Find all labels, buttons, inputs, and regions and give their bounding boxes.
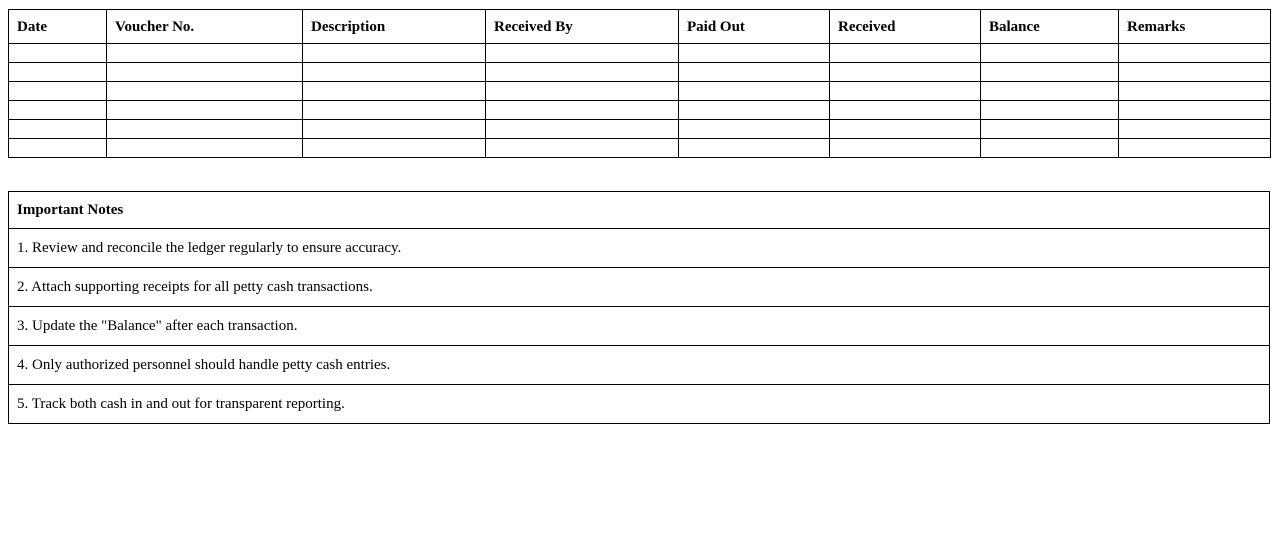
cell-paid-out[interactable] (679, 120, 830, 139)
cell-description[interactable] (303, 82, 486, 101)
cell-paid-out[interactable] (679, 139, 830, 158)
cell-date[interactable] (9, 101, 107, 120)
cell-balance[interactable] (981, 44, 1119, 63)
cell-received-by[interactable] (486, 63, 679, 82)
cell-paid-out[interactable] (679, 82, 830, 101)
table-row[interactable] (9, 139, 1271, 158)
column-header-balance: Balance (981, 10, 1119, 44)
cell-received[interactable] (830, 82, 981, 101)
column-header-voucher-no: Voucher No. (107, 10, 303, 44)
cell-date[interactable] (9, 120, 107, 139)
cell-date[interactable] (9, 139, 107, 158)
ledger-body (9, 44, 1271, 158)
cell-date[interactable] (9, 44, 107, 63)
column-header-remarks: Remarks (1119, 10, 1271, 44)
list-item (9, 268, 1270, 307)
cell-balance[interactable] (981, 120, 1119, 139)
note-item-1: 1. Review and reconcile the ledger regularly to ensure accuracy. (9, 229, 1270, 268)
note-item-5: 5. Track both cash in and out for transparent reporting. (9, 385, 1270, 424)
column-header-description: Description (303, 10, 486, 44)
notes-heading-row (9, 192, 1270, 229)
cell-voucher-no[interactable] (107, 63, 303, 82)
cell-voucher-no[interactable] (107, 44, 303, 63)
table-row[interactable] (9, 82, 1271, 101)
cell-description[interactable] (303, 101, 486, 120)
cell-remarks[interactable] (1119, 63, 1271, 82)
list-item (9, 346, 1270, 385)
cell-remarks[interactable] (1119, 101, 1271, 120)
note-item-2: 2. Attach supporting receipts for all petty cash transactions. (9, 268, 1270, 307)
cell-received[interactable] (830, 139, 981, 158)
cell-received-by[interactable] (486, 120, 679, 139)
list-item (9, 307, 1270, 346)
cell-remarks[interactable] (1119, 82, 1271, 101)
table-row[interactable] (9, 120, 1271, 139)
note-item-4: 4. Only authorized personnel should handle petty cash entries. (9, 346, 1270, 385)
cell-balance[interactable] (981, 101, 1119, 120)
cell-received-by[interactable] (486, 82, 679, 101)
cell-voucher-no[interactable] (107, 82, 303, 101)
section-spacer (8, 158, 1270, 191)
note-item-3: 3. Update the "Balance" after each transaction. (9, 307, 1270, 346)
cell-description[interactable] (303, 139, 486, 158)
cell-received[interactable] (830, 44, 981, 63)
cell-received-by[interactable] (486, 101, 679, 120)
column-header-received-by: Received By (486, 10, 679, 44)
cell-description[interactable] (303, 63, 486, 82)
cell-description[interactable] (303, 120, 486, 139)
ledger-header-row (9, 10, 1271, 44)
cell-received[interactable] (830, 101, 981, 120)
cell-voucher-no[interactable] (107, 139, 303, 158)
cell-voucher-no[interactable] (107, 101, 303, 120)
cell-remarks[interactable] (1119, 44, 1271, 63)
table-row[interactable] (9, 63, 1271, 82)
column-header-received: Received (830, 10, 981, 44)
important-notes-table (8, 191, 1270, 424)
cell-received-by[interactable] (486, 139, 679, 158)
table-row[interactable] (9, 101, 1271, 120)
cell-description[interactable] (303, 44, 486, 63)
cell-received[interactable] (830, 63, 981, 82)
table-row[interactable] (9, 44, 1271, 63)
cell-paid-out[interactable] (679, 101, 830, 120)
cell-balance[interactable] (981, 82, 1119, 101)
cell-remarks[interactable] (1119, 139, 1271, 158)
cell-paid-out[interactable] (679, 63, 830, 82)
cell-date[interactable] (9, 63, 107, 82)
column-header-date: Date (9, 10, 107, 44)
cell-received-by[interactable] (486, 44, 679, 63)
cell-paid-out[interactable] (679, 44, 830, 63)
notes-heading: Important Notes (9, 192, 1270, 229)
cell-remarks[interactable] (1119, 120, 1271, 139)
cell-date[interactable] (9, 82, 107, 101)
cell-balance[interactable] (981, 63, 1119, 82)
list-item (9, 385, 1270, 424)
cell-voucher-no[interactable] (107, 120, 303, 139)
cell-received[interactable] (830, 120, 981, 139)
petty-cash-ledger-table (8, 9, 1271, 158)
cell-balance[interactable] (981, 139, 1119, 158)
column-header-paid-out: Paid Out (679, 10, 830, 44)
list-item (9, 229, 1270, 268)
